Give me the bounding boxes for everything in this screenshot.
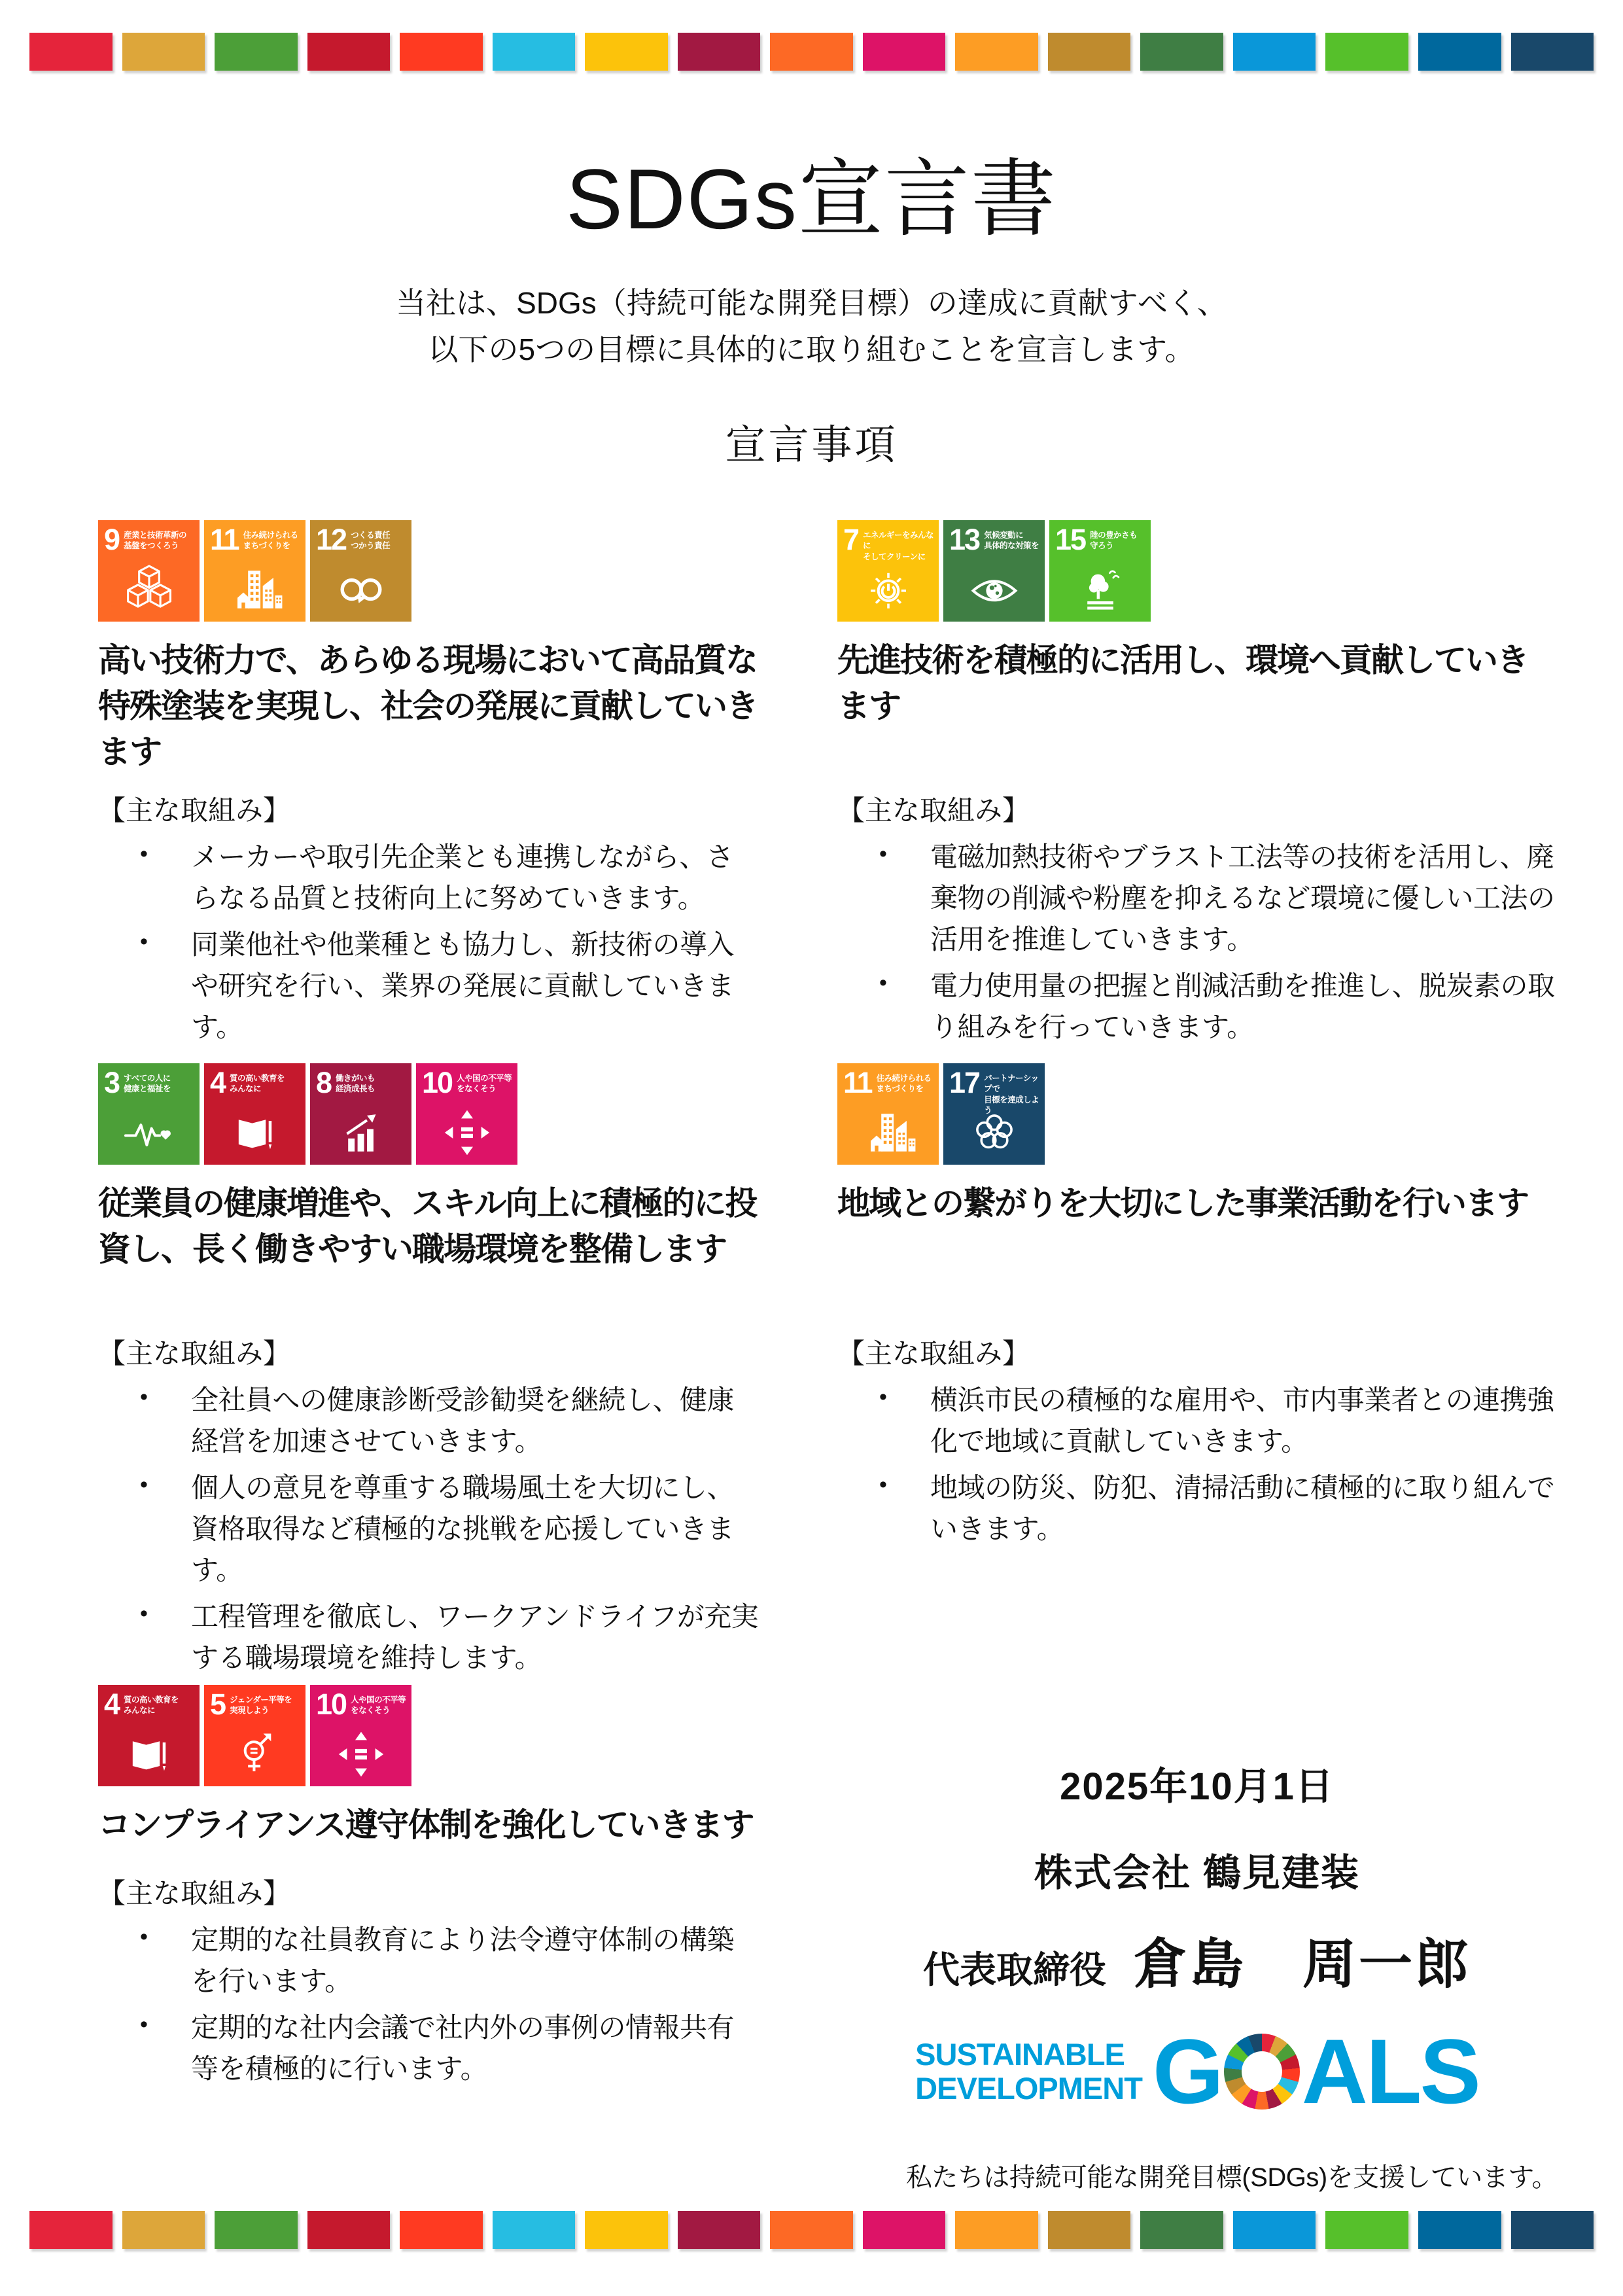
tile-header	[943, 520, 1045, 554]
initiative-item: • 定期的な社員教育により法令遵守体制の構築を行います。	[98, 1919, 759, 2002]
section-employees	[98, 1063, 759, 1685]
border-square	[1233, 33, 1316, 71]
clean-energy-icon	[837, 559, 939, 620]
goal-label	[230, 1069, 285, 1095]
goal-number: 3	[104, 1066, 120, 1099]
border-square	[955, 2211, 1038, 2249]
border-square	[400, 33, 483, 71]
initiatives-label: 【主な取組み】	[98, 795, 291, 826]
subtitle-line-2: 以下の5つの目標に具体的に取り組むことを宣言します。	[428, 332, 1195, 367]
border-square	[770, 2211, 853, 2249]
goal-label-line-2: 具体的な対策を	[984, 541, 1039, 551]
initiative-item: • 横浜市民の積極的な雇用や、市内事業者との連携強化で地域に貢献していきます。	[837, 1379, 1557, 1462]
border-square	[1325, 33, 1408, 71]
border-square	[1325, 2211, 1408, 2249]
section-heading: 高い技術力で、あらゆる現場において高品質な特殊塗装を実現し、社会の発展に貢献していきます	[98, 642, 758, 770]
climate-action-icon	[943, 559, 1045, 620]
goal-label-line-1: 住み続けられる	[876, 1074, 932, 1083]
section-compliance	[98, 1685, 759, 2117]
goal-label-line-1: 質の高い教育を	[124, 1695, 179, 1704]
top-border-strip	[0, 33, 1623, 71]
goal-label-line-2: 基盤をつくろう	[124, 541, 179, 551]
quality-education-icon	[98, 1723, 200, 1785]
sdg-goal-10-tile	[416, 1063, 517, 1165]
life-on-land-icon	[1049, 559, 1151, 620]
goal-label	[863, 526, 935, 562]
representative-title: 代表取締役	[922, 1949, 1106, 1990]
sdg-color-wheel-icon	[1224, 2034, 1300, 2110]
goal-label-line-2: みんなに	[230, 1084, 262, 1094]
goal-label-line-2: まちづくりを	[876, 1084, 924, 1094]
sdg-goal-5-tile	[204, 1685, 305, 1786]
tile-header	[1049, 520, 1151, 554]
sdg-goal-10-tile	[310, 1685, 411, 1786]
goal-label-line-1: 働きがいも	[336, 1074, 375, 1083]
sdg-logo-line-1: SUSTAINABLE	[915, 2037, 1125, 2072]
sdg-logo-goals	[1152, 2020, 1479, 2123]
border-square	[1233, 2211, 1316, 2249]
tile-header	[98, 520, 200, 554]
goal-number: 4	[104, 1687, 120, 1721]
goal-label-line-1: パートナーシップで	[984, 1074, 1039, 1094]
border-square	[29, 33, 113, 71]
goal-label-line-1: ジェンダー平等を	[230, 1695, 292, 1704]
reduced-inequalities-icon	[310, 1723, 411, 1785]
section-initiatives	[837, 790, 1557, 1048]
declaration-grid	[98, 520, 1557, 2123]
border-square	[955, 33, 1038, 71]
section-heading: 従業員の健康増進や、スキル向上に積極的に投資し、長く働きやすい職場環境を整備します	[98, 1185, 757, 1267]
tile-header	[837, 1063, 939, 1097]
quality-education-icon	[204, 1102, 305, 1163]
tile-header	[98, 1685, 200, 1719]
bottom-border-strip	[0, 2211, 1623, 2249]
goal-label-line-2: 健康と福祉を	[124, 1084, 171, 1094]
border-square	[1418, 2211, 1501, 2249]
partnership-icon	[943, 1102, 1045, 1163]
goal-label-line-2: をなくそう	[351, 1706, 391, 1716]
section-initiatives	[98, 790, 759, 1048]
border-square	[1511, 2211, 1594, 2249]
border-square	[215, 2211, 298, 2249]
sdg-goal-11-tile	[837, 1063, 939, 1165]
section-environment	[837, 520, 1557, 1063]
initiative-item: • 個人の意見を尊重する職場風土を大切にし、資格取得など積極的な挑戦を応援していきます。	[98, 1467, 759, 1591]
goals-letters-als: ALS	[1301, 2020, 1479, 2123]
goal-number: 13	[949, 523, 980, 556]
sdg-icons-row	[98, 1063, 759, 1165]
goal-label-line-2: みんなに	[124, 1706, 156, 1716]
border-square	[585, 2211, 668, 2249]
gender-equality-icon	[204, 1723, 305, 1785]
page-subtitle	[0, 280, 1623, 374]
section-heading: 先進技術を積極的に活用し、環境へ貢献していきます	[837, 642, 1528, 724]
decent-work-icon	[310, 1102, 411, 1163]
initiative-item: • 電磁加熱技術やブラスト工法等の技術を活用し、廃棄物の削減や粉塵を抑えるなど環境に優しい工法の活用を推進していきます。	[837, 836, 1557, 960]
declaration-items-heading: 宣言事項	[725, 423, 898, 468]
goal-label-line-1: 住み続けられる	[243, 531, 298, 540]
border-square	[1511, 33, 1594, 71]
initiative-item: • 同業他社や他業種とも協力し、新技術の導入や研究を行い、業界の発展に貢献していきます。	[98, 924, 759, 1048]
tile-header	[310, 1063, 411, 1097]
tile-header	[98, 1063, 200, 1097]
goal-label-line-2: まちづくりを	[243, 541, 290, 551]
sdg-icons-row	[837, 520, 1557, 622]
goal-label-line-2: 実現しよう	[230, 1706, 270, 1716]
border-square	[122, 2211, 205, 2249]
goal-label-line-1: つくる責任	[351, 531, 391, 540]
representative-name: 倉島 周一郎	[1133, 1935, 1471, 1994]
goal-label-line-2: 守ろう	[1090, 541, 1114, 551]
goal-label-line-1: 産業と技術革新の	[124, 531, 187, 540]
sdg-goal-4-tile	[98, 1685, 200, 1786]
footer-support-note: 私たちは持続可能な開発目標(SDGs)を支援しています。	[905, 2163, 1558, 2192]
border-square	[1140, 33, 1223, 71]
goal-label-line-1: 人や国の不平等	[351, 1695, 406, 1704]
border-square	[307, 33, 391, 71]
goal-label-line-1: 人や国の不平等	[457, 1074, 512, 1083]
initiative-item: • メーカーや取引先企業とも連携しながら、さらなる品質と技術向上に努めていきます。	[98, 836, 759, 919]
goal-number: 7	[843, 523, 859, 556]
sdg-icons-row	[837, 1063, 1557, 1165]
initiatives-label: 【主な取組み】	[98, 1878, 291, 1909]
sdg-goal-15-tile	[1049, 520, 1151, 622]
goal-label	[457, 1069, 512, 1095]
border-square	[678, 33, 761, 71]
goal-number: 11	[843, 1066, 872, 1099]
goal-number: 12	[316, 523, 347, 556]
goal-number: 11	[210, 523, 239, 556]
company-name: 株式会社 鶴見建装	[1034, 1852, 1361, 1894]
initiatives-list	[98, 836, 759, 1048]
section-heading: コンプライアンス遵守体制を強化していきます	[98, 1807, 754, 1843]
border-square	[493, 33, 576, 71]
industry-innovation-icon	[98, 559, 200, 620]
goal-label-line-1: 気候変動に	[984, 531, 1024, 540]
sdg-goal-3-tile	[98, 1063, 200, 1165]
sdg-goal-8-tile	[310, 1063, 411, 1165]
sdg-goal-9-tile	[98, 520, 200, 622]
border-square	[1418, 33, 1501, 71]
border-square	[307, 2211, 391, 2249]
initiatives-list	[98, 1379, 759, 1678]
goal-label-line-2: をなくそう	[457, 1084, 497, 1094]
subtitle-line-1: 当社は、SDGs（持続可能な開発目標）の達成に貢献すべく、	[396, 286, 1227, 320]
section-initiatives	[98, 1333, 759, 1678]
reduced-inequalities-icon	[416, 1102, 517, 1163]
section-technology	[98, 520, 759, 1063]
initiative-item: • 電力使用量の把握と削減活動を推進し、脱炭素の取り組みを行っていきます。	[837, 965, 1557, 1048]
sustainable-city-icon	[837, 1102, 939, 1163]
border-square	[585, 33, 668, 71]
initiatives-label: 【主な取組み】	[837, 795, 1030, 826]
goal-label	[124, 1691, 179, 1716]
goal-label	[351, 1691, 406, 1716]
border-square	[215, 33, 298, 71]
border-square	[863, 2211, 946, 2249]
initiatives-label: 【主な取組み】	[837, 1338, 1030, 1369]
tile-header	[310, 1685, 411, 1719]
sdg-goal-4-tile	[204, 1063, 305, 1165]
goal-label	[1090, 526, 1137, 552]
goal-number: 9	[104, 523, 120, 556]
border-square	[122, 33, 205, 71]
sdg-goal-13-tile	[943, 520, 1045, 622]
goal-label-line-2: 目標を達成しよう	[984, 1095, 1039, 1115]
signature-block	[837, 1685, 1557, 2123]
goal-label	[124, 1069, 171, 1095]
section-initiatives	[837, 1333, 1557, 1549]
goal-label-line-1: 陸の豊かさも	[1090, 531, 1138, 540]
goal-number: 4	[210, 1066, 226, 1099]
goal-label	[351, 526, 390, 552]
initiative-item: • 工程管理を徹底し、ワークアンドライフが充実する職場環境を維持します。	[98, 1596, 759, 1678]
initiatives-list	[98, 1919, 759, 2089]
representative-row	[837, 1922, 1557, 1998]
section-community	[837, 1063, 1557, 1685]
border-square	[1140, 2211, 1223, 2249]
goal-number: 10	[316, 1687, 347, 1721]
border-square	[1048, 33, 1131, 71]
initiatives-list	[837, 836, 1557, 1048]
goal-label	[230, 1691, 292, 1716]
section-heading: 地域との繋がりを大切にした事業活動を行います	[837, 1185, 1528, 1222]
goal-label-line-1: エネルギーをみんなに	[863, 531, 934, 551]
sdg-icons-row	[98, 520, 759, 622]
goal-label-line-1: 質の高い教育を	[230, 1074, 285, 1083]
goal-label-line-2: 経済成長も	[336, 1084, 375, 1094]
page-title: SDGs宣言書	[566, 151, 1057, 247]
section-initiatives	[98, 1873, 759, 2089]
tile-header	[310, 520, 411, 554]
goal-number: 5	[210, 1687, 226, 1721]
goal-label-line-2: つかう責任	[351, 541, 391, 551]
goal-label	[336, 1069, 375, 1095]
initiative-item: • 定期的な社内会議で社内外の事例の情報共有等を積極的に行います。	[98, 2007, 759, 2089]
sdg-goal-12-tile	[310, 520, 411, 622]
tile-header	[416, 1063, 517, 1097]
goal-label	[243, 526, 298, 552]
border-square	[400, 2211, 483, 2249]
goal-label-line-2: そしてクリーンに	[863, 552, 926, 561]
tile-header	[204, 1063, 305, 1097]
declaration-date: 2025年10月1日	[1060, 1765, 1335, 1808]
sdg-logo-line-2: DEVELOPMENT	[915, 2071, 1142, 2106]
responsible-consumption-icon	[310, 559, 411, 620]
goal-label-line-1: すべての人に	[124, 1074, 171, 1083]
goal-number: 15	[1055, 523, 1086, 556]
tile-header	[837, 520, 939, 562]
goal-label	[124, 526, 186, 552]
sustainable-city-icon	[204, 559, 305, 620]
goal-number: 17	[949, 1066, 980, 1099]
initiative-item: • 全社員への健康診断受診勧奨を継続し、健康経営を加速させていきます。	[98, 1379, 759, 1462]
goal-number: 8	[316, 1066, 332, 1099]
goals-letter-g: G	[1152, 2020, 1222, 2123]
tile-header	[204, 520, 305, 554]
initiative-item: • 地域の防災、防犯、清掃活動に積極的に取り組んでいきます。	[837, 1467, 1557, 1549]
sdg-icons-row	[98, 1685, 759, 1786]
initiatives-list	[837, 1379, 1557, 1549]
tile-header	[204, 1685, 305, 1719]
good-health-icon	[98, 1102, 200, 1163]
goal-label	[877, 1069, 932, 1095]
border-square	[770, 33, 853, 71]
initiatives-label: 【主な取組み】	[98, 1338, 291, 1369]
sdg-goal-11-tile	[204, 520, 305, 622]
border-square	[678, 2211, 761, 2249]
border-square	[863, 33, 946, 71]
sdg-goal-17-tile	[943, 1063, 1045, 1165]
sdg-goal-7-tile	[837, 520, 939, 622]
sdg-logo-wordmark	[915, 2038, 1142, 2105]
wheel-hole	[1242, 2051, 1282, 2092]
goal-label	[984, 526, 1039, 552]
sdg-goals-logo	[837, 2020, 1557, 2123]
border-square	[29, 2211, 113, 2249]
border-square	[493, 2211, 576, 2249]
goal-number: 10	[422, 1066, 453, 1099]
border-square	[1048, 2211, 1131, 2249]
